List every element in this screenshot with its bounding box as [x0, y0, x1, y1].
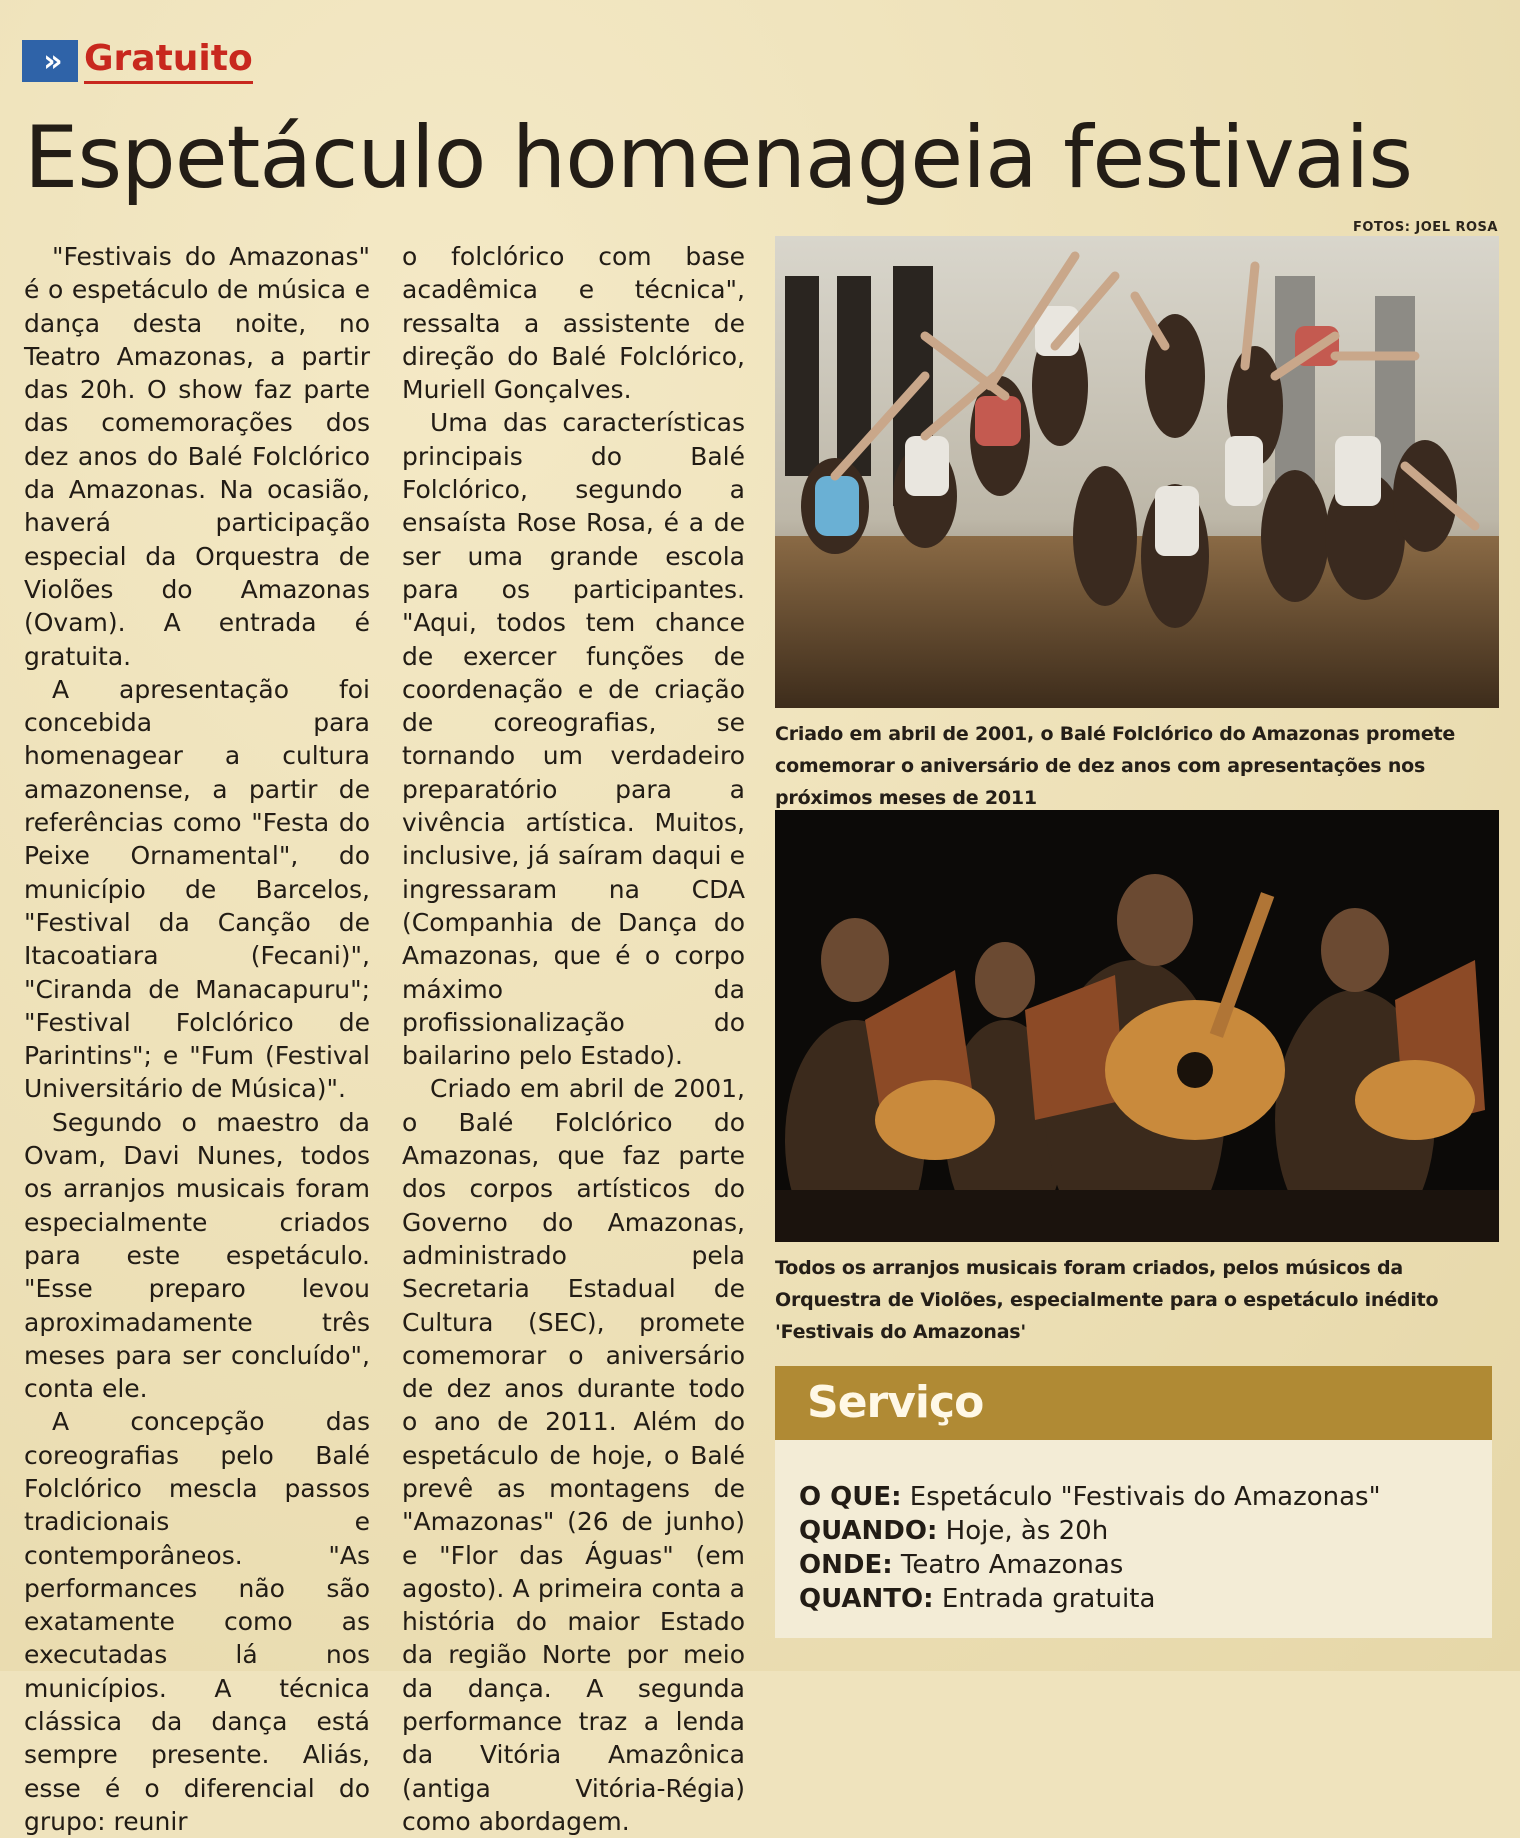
dancers-photo [775, 236, 1499, 708]
service-header [775, 1366, 1492, 1440]
service-label: QUANDO: [799, 1516, 938, 1546]
service-label: QUANTO: [799, 1584, 934, 1614]
service-value: Espetáculo "Festivais do Amazonas" [909, 1482, 1381, 1512]
service-label: ONDE: [799, 1550, 893, 1580]
orchestra-photo [775, 810, 1499, 1242]
service-row-where [799, 1548, 1123, 1582]
double-arrow-icon: » [22, 40, 78, 82]
article-column-1 [24, 240, 370, 1838]
service-value: Teatro Amazonas [900, 1550, 1124, 1580]
paragraph: Segundo o maestro da Ovam, Davi Nunes, todos os arranjos musicais foram especialmente criados para este espetáculo. "Esse preparo levou aproximadamente três meses para ser concluído", conta ele. [24, 1107, 370, 1404]
photo2-caption: Todos os arranjos musicais foram criados, pelos músicos da Orquestra de Violões, especialmente para o espetáculo inédito 'Festivais do Amazonas' [775, 1257, 1439, 1343]
photo-credit: FOTOS: JOEL ROSA [1352, 220, 1498, 235]
service-row-when [799, 1514, 1108, 1548]
section-tag [22, 38, 253, 84]
service-box [775, 1440, 1492, 1638]
headline: Espetáculo homenageia festivais [24, 108, 1413, 208]
article-column-2 [402, 240, 745, 1838]
paragraph: o folclórico com base acadêmica e técnica", ressalta a assistente de direção do Balé Folclórico, Muriell Gonçalves. [402, 242, 745, 405]
service-title: Serviço [807, 1377, 984, 1428]
section-label: Gratuito [84, 39, 253, 84]
service-label: O QUE: [799, 1482, 902, 1512]
service-row-what [799, 1480, 1381, 1514]
service-row-price [799, 1582, 1155, 1616]
service-value: Hoje, às 20h [945, 1516, 1109, 1546]
paragraph: Uma das características principais do Balé Folclórico, segundo a ensaísta Rose Rosa, é a de ser uma grande escola para os participantes. "Aqui, todos tem chance de exercer funções de coordenação e de criação de coreografias, se tornando um verdadeiro preparatório para a vivência artística. Muitos, inclusive, já saíram daqui e ingressaram na CDA (Companhia de Dança do Amazonas, que é o corpo máximo da profissionalização do bailarino pelo Estado). [402, 408, 745, 1071]
photo1-caption: Criado em abril de 2001, o Balé Folclórico do Amazonas promete comemorar o aniversário de dez anos com apresentações nos próximos meses de 2011 [775, 723, 1456, 809]
service-value: Entrada gratuita [941, 1584, 1156, 1614]
paragraph: Criado em abril de 2001, o Balé Folclórico do Amazonas, que faz parte dos corpos artísticos do Governo do Amazonas, administrado pela Secretaria Estadual de Cultura (SEC), promete comemorar o aniversário de dez anos durante todo o ano de 2011. Além do espetáculo de hoje, o Balé prevê as montagens de "Amazonas" (26 de junho) e "Flor das Águas" (em agosto). A primeira conta a história do maior Estado da região Norte por meio da dança. A segunda performance traz a lenda da Vitória Amazônica (antiga Vitória-Régia) como abordagem. [402, 1074, 745, 1836]
paragraph: "Festivais do Amazonas" é o espetáculo de música e dança desta noite, no Teatro Amazonas, a partir das 20h. O show faz parte das comemorações dos dez anos do Balé Folclórico da Amazonas. Na ocasião, haverá participação especial da Orquestra de Violões do Amazonas (Ovam). A entrada é gratuita. [24, 242, 370, 671]
paragraph: A concepção das coreografias pelo Balé Folclórico mescla passos tradicionais e contemporâneos. "As performances não são exatamente como as executadas lá nos municípios. A técnica clássica da dança está sempre presente. Aliás, esse é o diferencial do grupo: reunir [24, 1407, 370, 1836]
paragraph: A apresentação foi concebida para homenagear a cultura amazonense, a partir de referências como "Festa do Peixe Ornamental", do município de Barcelos, "Festival da Canção de Itacoatiara (Fecani)", "Ciranda de Manacapuru"; "Festival Folclórico de Parintins"; e "Fum (Festival Universitário de Música)". [24, 674, 370, 1104]
